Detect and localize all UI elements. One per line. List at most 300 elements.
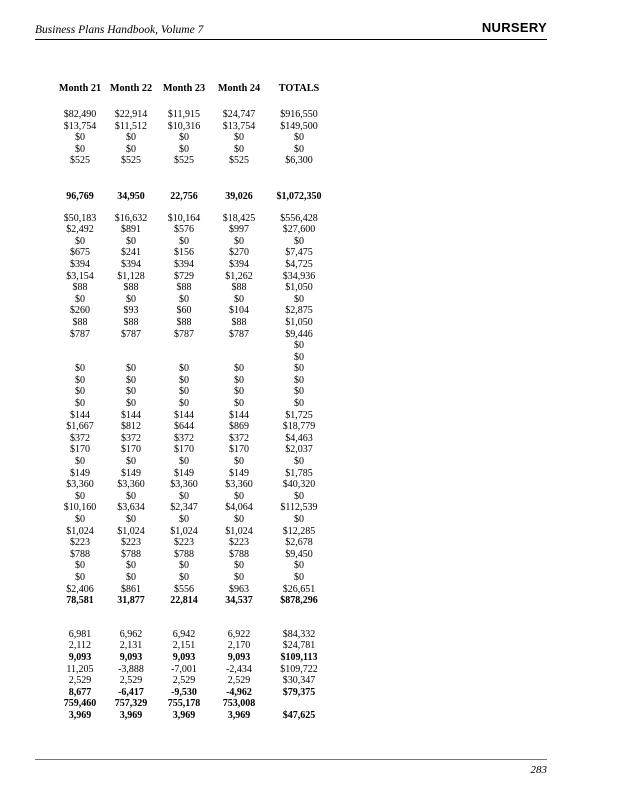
table-row — [57, 224, 329, 236]
table-cell: $0 — [179, 374, 189, 386]
table-cell: $50,183 — [63, 212, 97, 224]
table-cell: $525 — [121, 155, 141, 167]
table-cell: $3,360 — [117, 479, 145, 491]
table-cell: $223 — [229, 537, 249, 549]
table-cell: $88 — [123, 282, 139, 294]
table-row — [57, 549, 329, 561]
table-cell: 78,581 — [66, 595, 94, 607]
table-cell: 8,677 — [68, 686, 92, 698]
table-cell: $60 — [176, 305, 192, 317]
table-cell: $88 — [231, 316, 247, 328]
table-cell: $170 — [174, 444, 194, 456]
table-row-total — [57, 687, 329, 699]
table-cell: $9,446 — [285, 328, 313, 340]
table-cell: $0 — [234, 490, 244, 502]
table-cell: 2,151 — [172, 640, 196, 652]
table-cell: $0 — [126, 560, 136, 572]
table-cell: $2,037 — [285, 444, 313, 456]
table-cell: $525 — [174, 155, 194, 167]
table-cell — [209, 340, 269, 352]
table-cell: 2,529 — [227, 675, 251, 687]
table-cell: $0 — [179, 386, 189, 398]
table-cell: $891 — [121, 224, 141, 236]
table-cell: $0 — [75, 235, 85, 247]
table-row — [57, 271, 329, 283]
table-cell: $270 — [229, 247, 249, 259]
table-cell: $10,160 — [63, 502, 97, 514]
table-cell: 6,981 — [68, 628, 92, 640]
table-cell: 9,093 — [119, 651, 143, 663]
table-cell: $0 — [179, 235, 189, 247]
table-cell: $24,747 — [222, 109, 256, 120]
table-row — [57, 247, 329, 259]
table-cell: $18,425 — [222, 212, 256, 224]
table-cell: $223 — [70, 537, 90, 549]
table-cell: $0 — [234, 235, 244, 247]
table-row — [57, 664, 329, 676]
spacer-cell — [57, 167, 329, 191]
table-cell: $260 — [70, 305, 90, 317]
column-header: Month 21 — [58, 82, 102, 94]
table-cell: $1,785 — [285, 467, 313, 479]
table-cell: $0 — [75, 293, 85, 305]
table-cell: $170 — [70, 444, 90, 456]
table-cell: $0 — [294, 490, 304, 502]
table-cell: $24,781 — [282, 640, 316, 652]
table-cell: $0 — [75, 386, 85, 398]
table-cell: $0 — [179, 363, 189, 375]
table-cell: $0 — [179, 143, 189, 155]
table-cell: $0 — [234, 560, 244, 572]
table-cell — [57, 352, 103, 364]
table-cell: $1,262 — [225, 270, 253, 282]
table-cell: $394 — [174, 258, 194, 270]
table-cell: $0 — [234, 514, 244, 525]
table-cell: $1,050 — [285, 282, 313, 294]
table-row — [57, 352, 329, 364]
table-row — [57, 629, 329, 641]
table-cell: $1,128 — [117, 270, 145, 282]
table-cell: 755,178 — [167, 698, 201, 710]
spacer-cell — [57, 203, 329, 213]
table-row — [57, 398, 329, 410]
table-cell: $88 — [72, 282, 88, 294]
table-cell: 22,756 — [170, 190, 198, 202]
table-cell: $0 — [75, 143, 85, 155]
table-cell: $88 — [231, 282, 247, 294]
table-cell: 34,950 — [117, 190, 145, 202]
table-cell: $149 — [121, 467, 141, 479]
table-row — [57, 121, 329, 133]
table-cell: $0 — [294, 560, 304, 572]
table-cell: -6,417 — [118, 686, 144, 698]
table-cell: $787 — [174, 328, 194, 340]
table-cell: $788 — [121, 548, 141, 560]
table-cell: $394 — [229, 258, 249, 270]
table-cell: $170 — [121, 444, 141, 456]
table-cell: $729 — [174, 270, 194, 282]
table-cell: $0 — [234, 386, 244, 398]
table-cell: $0 — [126, 514, 136, 525]
table-cell: 6,962 — [119, 628, 143, 640]
table-cell: $18,779 — [282, 421, 316, 433]
table-row — [57, 282, 329, 294]
table-row-total — [57, 698, 329, 710]
table-cell: $3,360 — [225, 479, 253, 491]
table-cell: $0 — [234, 374, 244, 386]
table-cell: $812 — [121, 421, 141, 433]
table-cell: $0 — [234, 293, 244, 305]
table-cell: $2,875 — [285, 305, 313, 317]
table-cell: $149 — [70, 467, 90, 479]
table-cell: $576 — [174, 224, 194, 236]
table-cell: $88 — [72, 316, 88, 328]
column-header: Month 22 — [109, 82, 153, 94]
table-cell: $241 — [121, 247, 141, 259]
table-cell: $149 — [174, 467, 194, 479]
table-cell: 759,460 — [63, 698, 97, 710]
table-cell: $869 — [229, 421, 249, 433]
table-cell: $0 — [294, 514, 304, 525]
table-cell: $525 — [70, 155, 90, 167]
table-cell: $0 — [234, 456, 244, 468]
table-cell: $675 — [70, 247, 90, 259]
table-cell: $0 — [126, 398, 136, 410]
page-number: 283 — [530, 764, 547, 776]
table-cell: $7,475 — [285, 247, 313, 259]
table-cell: -2,434 — [226, 663, 252, 675]
book-title: Business Plans Handbook, Volume 7 — [35, 24, 204, 36]
table-cell: -4,962 — [226, 686, 252, 698]
table-cell: 2,529 — [68, 675, 92, 687]
table-row — [57, 386, 329, 398]
table-cell: $109,722 — [280, 663, 318, 675]
table-cell: $47,625 — [282, 709, 316, 721]
table-cell: $109,113 — [280, 651, 318, 663]
table-cell: $22,914 — [114, 109, 148, 120]
table-cell: $0 — [294, 386, 304, 398]
table-cell: -9,530 — [171, 686, 197, 698]
table-cell: $93 — [123, 305, 139, 317]
table-row — [57, 456, 329, 468]
table-cell: $170 — [229, 444, 249, 456]
table-cell: $0 — [294, 235, 304, 247]
table-cell: $916,550 — [280, 109, 318, 120]
table-cell: $4,463 — [285, 432, 313, 444]
table-cell: 34,537 — [225, 595, 253, 607]
table-cell: $0 — [179, 132, 189, 144]
footer-rule — [35, 759, 547, 760]
column-header: Month 24 — [217, 82, 261, 94]
table-cell: $2,406 — [66, 583, 94, 595]
table-cell: $372 — [70, 432, 90, 444]
table-cell: -7,001 — [171, 663, 197, 675]
table-row-total — [57, 191, 329, 203]
table-cell: $1,725 — [285, 409, 313, 421]
table-row — [57, 479, 329, 491]
table-cell: 757,329 — [114, 698, 148, 710]
table-cell — [57, 340, 103, 352]
table-cell: $0 — [75, 398, 85, 410]
table-cell: $1,072,350 — [276, 190, 322, 202]
table-cell: $4,725 — [285, 258, 313, 270]
table-cell: 9,093 — [172, 651, 196, 663]
table-cell — [103, 340, 159, 352]
table-row — [57, 236, 329, 248]
table-cell: $0 — [126, 490, 136, 502]
table-cell: $2,492 — [66, 224, 94, 236]
table-cell: $644 — [174, 421, 194, 433]
table-cell: $556,428 — [280, 212, 318, 224]
table-cell: $0 — [75, 374, 85, 386]
table-cell: $144 — [229, 409, 249, 421]
table-cell: $0 — [75, 514, 85, 525]
table-cell: 96,769 — [66, 190, 94, 202]
table-cell: $156 — [174, 247, 194, 259]
table-cell: 2,529 — [172, 675, 196, 687]
table-row — [57, 421, 329, 433]
table-row — [57, 109, 329, 121]
table-cell: $16,632 — [114, 212, 148, 224]
table-cell: $3,154 — [66, 270, 94, 282]
table-cell: $0 — [126, 386, 136, 398]
row-spacer — [57, 607, 329, 629]
table-cell: $0 — [75, 490, 85, 502]
table-cell: $0 — [294, 374, 304, 386]
table-cell: $6,300 — [285, 155, 313, 167]
table-cell: $10,316 — [167, 120, 201, 132]
table-row — [57, 305, 329, 317]
table-cell: $0 — [294, 143, 304, 155]
table-cell: $88 — [123, 316, 139, 328]
table-cell: $10,164 — [167, 212, 201, 224]
spacer-cell — [57, 95, 329, 109]
table-cell: 3,969 — [227, 709, 251, 721]
table-cell: $112,539 — [280, 502, 318, 514]
table-row — [57, 560, 329, 572]
table-cell: $11,512 — [114, 120, 148, 132]
table-cell: 2,170 — [227, 640, 251, 652]
table-cell — [209, 352, 269, 364]
table-cell: $525 — [229, 155, 249, 167]
table-cell: $3,360 — [170, 479, 198, 491]
table-cell: $1,050 — [285, 316, 313, 328]
table-row — [57, 491, 329, 503]
table-cell: $0 — [126, 374, 136, 386]
table-row — [57, 433, 329, 445]
table-cell: $788 — [229, 548, 249, 560]
table-cell: $26,651 — [282, 583, 316, 595]
table-cell: $223 — [121, 537, 141, 549]
table-row — [57, 213, 329, 225]
table-cell — [159, 352, 209, 364]
table-cell: $0 — [126, 571, 136, 583]
table-row — [57, 572, 329, 584]
table-cell: $34,936 — [282, 270, 316, 282]
table-cell: 2,529 — [119, 675, 143, 687]
table-row — [57, 502, 329, 514]
table-cell: $144 — [121, 409, 141, 421]
table-cell: $0 — [75, 571, 85, 583]
table-row — [57, 468, 329, 480]
table-cell: $149 — [229, 467, 249, 479]
table-row — [57, 340, 329, 352]
table-cell: $30,347 — [282, 675, 316, 687]
table-cell: $394 — [121, 258, 141, 270]
table-cell: $0 — [126, 456, 136, 468]
table-cell: $0 — [179, 398, 189, 410]
table-row — [57, 144, 329, 156]
table-cell: $11,915 — [167, 109, 201, 120]
table-cell: $0 — [294, 340, 304, 352]
table-row — [57, 675, 329, 687]
table-cell: $0 — [179, 560, 189, 572]
table-row — [57, 410, 329, 422]
table-cell: $787 — [70, 328, 90, 340]
table-cell: $0 — [126, 293, 136, 305]
table-cell: 2,131 — [119, 640, 143, 652]
table-cell: $861 — [121, 583, 141, 595]
table-row-total — [57, 652, 329, 664]
column-header: Month 23 — [162, 82, 206, 94]
table-cell: $0 — [75, 456, 85, 468]
table-cell: 3,969 — [68, 709, 92, 721]
table-cell: $0 — [234, 363, 244, 375]
table-cell: $0 — [179, 456, 189, 468]
table-cell: 31,877 — [117, 595, 145, 607]
table-cell: $0 — [294, 571, 304, 583]
table-cell: $2,347 — [170, 502, 198, 514]
table-cell: 9,093 — [68, 651, 92, 663]
table-cell: $0 — [234, 143, 244, 155]
table-cell: $0 — [75, 363, 85, 375]
table-cell: 753,008 — [222, 698, 256, 710]
table-cell: $0 — [234, 398, 244, 410]
table-row — [57, 259, 329, 271]
table-cell: $0 — [179, 490, 189, 502]
row-spacer — [57, 167, 329, 191]
table-cell: $79,375 — [282, 686, 316, 698]
table-cell: $1,024 — [225, 525, 253, 537]
financial-table — [57, 81, 329, 722]
table-cell: $0 — [126, 235, 136, 247]
table-cell: $149,500 — [280, 120, 318, 132]
table-cell — [269, 698, 329, 710]
table-cell: $1,024 — [66, 525, 94, 537]
table-cell: $0 — [294, 398, 304, 410]
table-cell: $0 — [75, 560, 85, 572]
row-spacer — [57, 95, 329, 109]
table-cell: $3,634 — [117, 502, 145, 514]
column-header: TOTALS — [278, 82, 320, 94]
table-cell: $104 — [229, 305, 249, 317]
table-cell: 6,922 — [227, 628, 251, 640]
table-cell — [159, 340, 209, 352]
table-cell: $82,490 — [63, 109, 97, 120]
table-cell: $12,285 — [282, 525, 316, 537]
table-cell: 2,112 — [68, 640, 92, 652]
table-cell: $1,024 — [117, 525, 145, 537]
table-row-total — [57, 710, 329, 722]
page-header — [35, 20, 547, 40]
table-cell: 3,969 — [119, 709, 143, 721]
table-cell: 9,093 — [227, 651, 251, 663]
table-cell: $0 — [294, 363, 304, 375]
header-rule — [35, 39, 547, 40]
table-row — [57, 294, 329, 306]
table-row-total — [57, 595, 329, 607]
table-cell: $84,332 — [282, 628, 316, 640]
table-cell: $1,667 — [66, 421, 94, 433]
table-row — [57, 363, 329, 375]
table-row — [57, 640, 329, 652]
table-cell: $9,450 — [285, 548, 313, 560]
table-body — [57, 95, 329, 722]
table-cell: $27,600 — [282, 224, 316, 236]
table-row — [57, 317, 329, 329]
table-cell: $88 — [176, 282, 192, 294]
table-cell: $0 — [126, 132, 136, 144]
table-cell: $394 — [70, 258, 90, 270]
table-cell: 3,969 — [172, 709, 196, 721]
table-cell: $0 — [179, 293, 189, 305]
table-cell: $0 — [75, 132, 85, 144]
table-cell: $372 — [229, 432, 249, 444]
table-cell: $0 — [234, 132, 244, 144]
table-row — [57, 514, 329, 526]
table-cell: $0 — [179, 514, 189, 525]
table-cell: $13,754 — [63, 120, 97, 132]
table-cell: $3,360 — [66, 479, 94, 491]
table-cell: 39,026 — [225, 190, 253, 202]
table-cell: $223 — [174, 537, 194, 549]
table-cell: $0 — [126, 363, 136, 375]
table-cell: $963 — [229, 583, 249, 595]
table-row — [57, 155, 329, 167]
table-cell: -3,888 — [118, 663, 144, 675]
table-cell: $0 — [294, 456, 304, 468]
table-cell: $787 — [121, 328, 141, 340]
table-cell: $144 — [70, 409, 90, 421]
table-cell: $1,024 — [170, 525, 198, 537]
table-cell: $0 — [126, 143, 136, 155]
table-cell: $787 — [229, 328, 249, 340]
table-cell: $0 — [294, 351, 304, 363]
table-row — [57, 444, 329, 456]
table-cell — [103, 352, 159, 364]
table-cell: $788 — [174, 548, 194, 560]
table-cell: $4,064 — [225, 502, 253, 514]
table-cell: 22,814 — [170, 595, 198, 607]
table-cell: $0 — [234, 571, 244, 583]
table-cell: $878,296 — [280, 595, 318, 607]
table-row — [57, 375, 329, 387]
table-row — [57, 329, 329, 341]
table-row — [57, 526, 329, 538]
table-cell: $556 — [174, 583, 194, 595]
table-cell: $2,678 — [285, 537, 313, 549]
table-cell: $88 — [176, 316, 192, 328]
table-cell: $13,754 — [222, 120, 256, 132]
table-cell: 11,205 — [66, 663, 94, 675]
table-cell: $0 — [294, 132, 304, 144]
spacer-cell — [57, 607, 329, 629]
table-row — [57, 584, 329, 596]
table-cell: $144 — [174, 409, 194, 421]
table-cell: $372 — [121, 432, 141, 444]
table-cell: $997 — [229, 224, 249, 236]
table-cell: $788 — [70, 548, 90, 560]
